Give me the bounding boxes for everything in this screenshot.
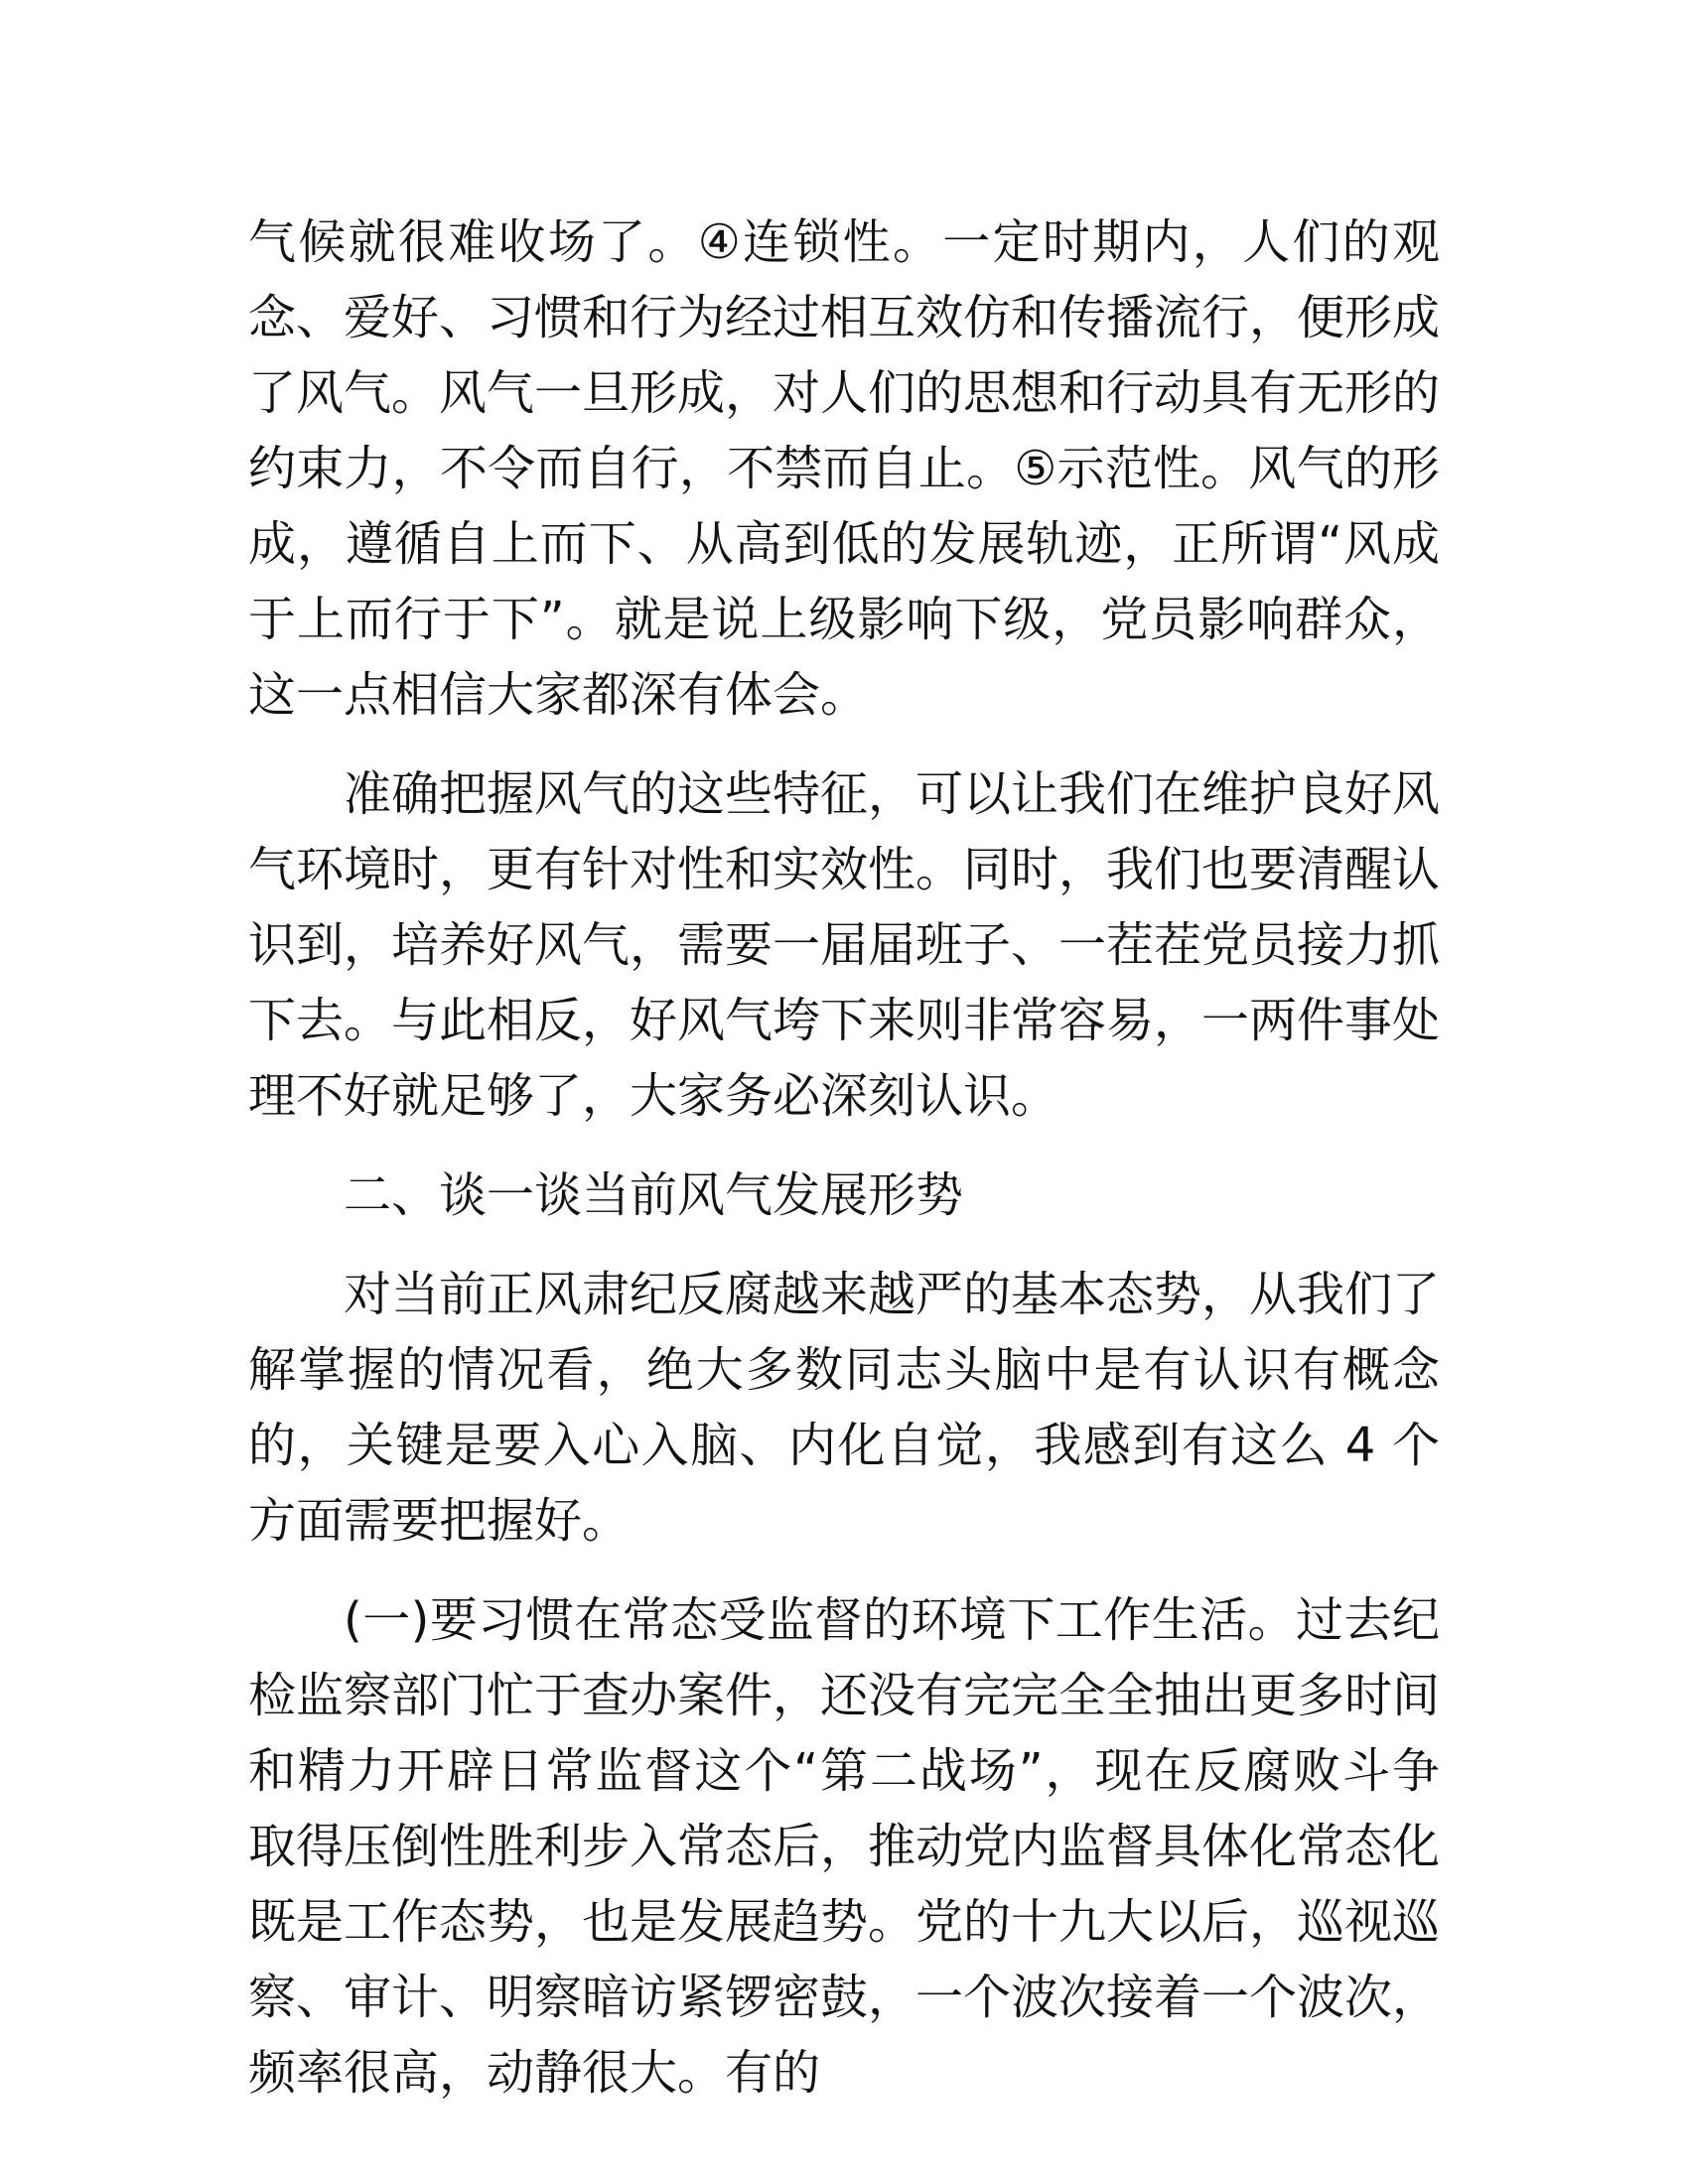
document-body [248, 205, 1440, 2111]
paragraph-2: 准确把握风气的这些特征，可以让我们在维护良好风气环境时，更有针对性和实效性。同时，我们也要清醒认识到，培养好风气，需要一届届班子、一茬茬党员接力抓下去。与此相反，好风气垮下来则非常容易，一两件事处理不好就足够了，大家务必深刻认识。 [248, 766, 1441, 1124]
paragraph-3: 对当前正风肃纪反腐越来越严的基本态势，从我们了解掌握的情况看，绝大多数同志头脑中是有认识有概念的，关键是要入心入脑、内化自觉，我感到有这么 4 个方面需要把握好。 [248, 1267, 1441, 1549]
paragraph-4: (一)要习惯在常态受监督的环境下工作生活。过去纪检监察部门忙于查办案件，还没有完完全全抽出更多时间和精力开辟日常监督这个“第二战场”，现在反腐败斗争取得压倒性胜利步入常态后，推动党内监督具体化常态化既是工作态势，也是发展趋势。党的十九大以后，巡视巡察、审计、明察暗访紧锣密鼓，一个波次接着一个波次，频率很高，动静很大。有的 [248, 1592, 1441, 2101]
section-heading: 二、谈一谈当前风气发展形势 [344, 1167, 964, 1223]
paragraph-1: 气候就很难收场了。④连锁性。一定时期内，人们的观念、爱好、习惯和行为经过相互效仿和传播流行，便形成了风气。风气一旦形成，对人们的思想和行动具有无形的约束力，不令而自行，不禁而自止。⑤示范性。风气的形成，遵循自上而下、从高到低的发展轨迹，正所谓“风成于上而行于下”。就是说上级影响下级，党员影响群众，这一点相信大家都深有体会。 [248, 214, 1441, 723]
